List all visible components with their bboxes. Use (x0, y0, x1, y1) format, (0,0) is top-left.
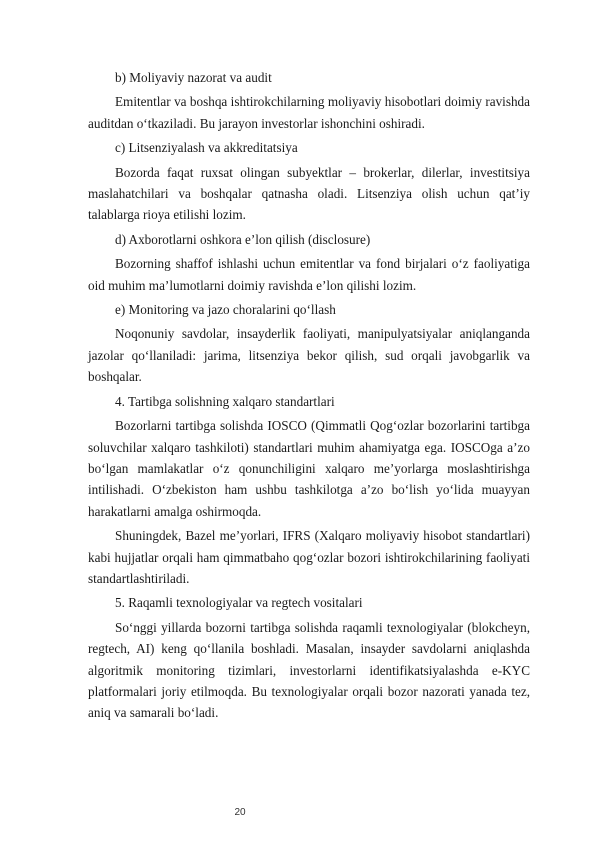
paragraph-licensing: Bozorda faqat ruxsat olingan subyektlar – brokerlar, dilerlar, investitsiya maslahatchilari va boshqalar qatnasha oladi. Litsenziya olish uchun qat’iy talablarga rioya etilishi lozim. (88, 164, 530, 223)
paragraph-basel-ifrs: Shuningdek, Bazel me’yorlari, IFRS (Xalqaro moliyaviy hisobot standartlari) kabi hujjatlar orqali ham qimmatbaho qog‘ozlar bozori ishtirokchilarining faoliyati standartlashtiriladi. (88, 528, 530, 586)
paragraph-monitoring: Noqonuniy savdolar, insayderlik faoliyati, manipulyatsiyalar aniqlanganda jazolar qo‘llaniladi: jarima, litsenziya bekor qilish, sud orqali javobgarlik va boshqalar. (88, 326, 530, 385)
section-heading-regtech: 5. Raqamli texnologiyalar va regtech vositalari (115, 595, 363, 611)
subheading-disclosure: d) Axborotlarni oshkora e’lon qilish (disclosure) (115, 231, 371, 247)
subheading-monitoring: e) Monitoring va jazo choralarini qo‘llash (115, 302, 336, 318)
subheading-financial-control: b) Moliyaviy nazorat va audit (115, 70, 272, 85)
section-heading-international-standards: 4. Tartibga solishning xalqaro standartlari (115, 393, 335, 409)
paragraph-financial-control: Emitentlar va boshqa ishtirokchilarning moliyaviy hisobotlari doimiy ravishda auditdan o‘tkaziladi. Bu jarayon investorlar ishonchini oshiradi. (88, 94, 530, 131)
page-content (88, 67, 530, 724)
subheading-licensing: c) Litsenziyalash va akkreditatsiya (115, 140, 298, 156)
page-number: 20 (234, 807, 246, 818)
paragraph-regtech: So‘nggi yillarda bozorni tartibga solishda raqamli texnologiyalar (blokcheyn, regtech, AI) keng qo‘llanila boshladi. Masalan, insayder savdolarni aniqlashda algoritmik monitoring tizimlari, investorlarni identifikatsiyalashda e-KYC platformalari joriy etilmoqda. Bu texnologiyalar orqali bozor nazorati yanada tez, aniq va samarali bo‘ladi. (88, 619, 530, 721)
paragraph-iosco: Bozorlarni tartibga solishda IOSCO (Qimmatli Qog‘ozlar bozorlarini tartibga soluvchilar xalqaro tashkiloti) standartlari muhim ahamiyatga ega. IOSCOga a’zo bo‘lgan mamlakatlar o‘z qonunchiligini xalqaro me’yorlarga moslashtirishga intilishadi. O‘zbekiston ham ushbu tashkilotga a’zo bo‘lish yo‘lida muayyan harakatlarni amalga oshirmoqda. (88, 418, 530, 519)
paragraph-disclosure: Bozorning shaffof ishlashi uchun emitentlar va fond birjalari o‘z faoliyatiga oid muhim ma’lumotlarni doimiy ravishda e’lon qilishi lozim. (88, 256, 530, 293)
